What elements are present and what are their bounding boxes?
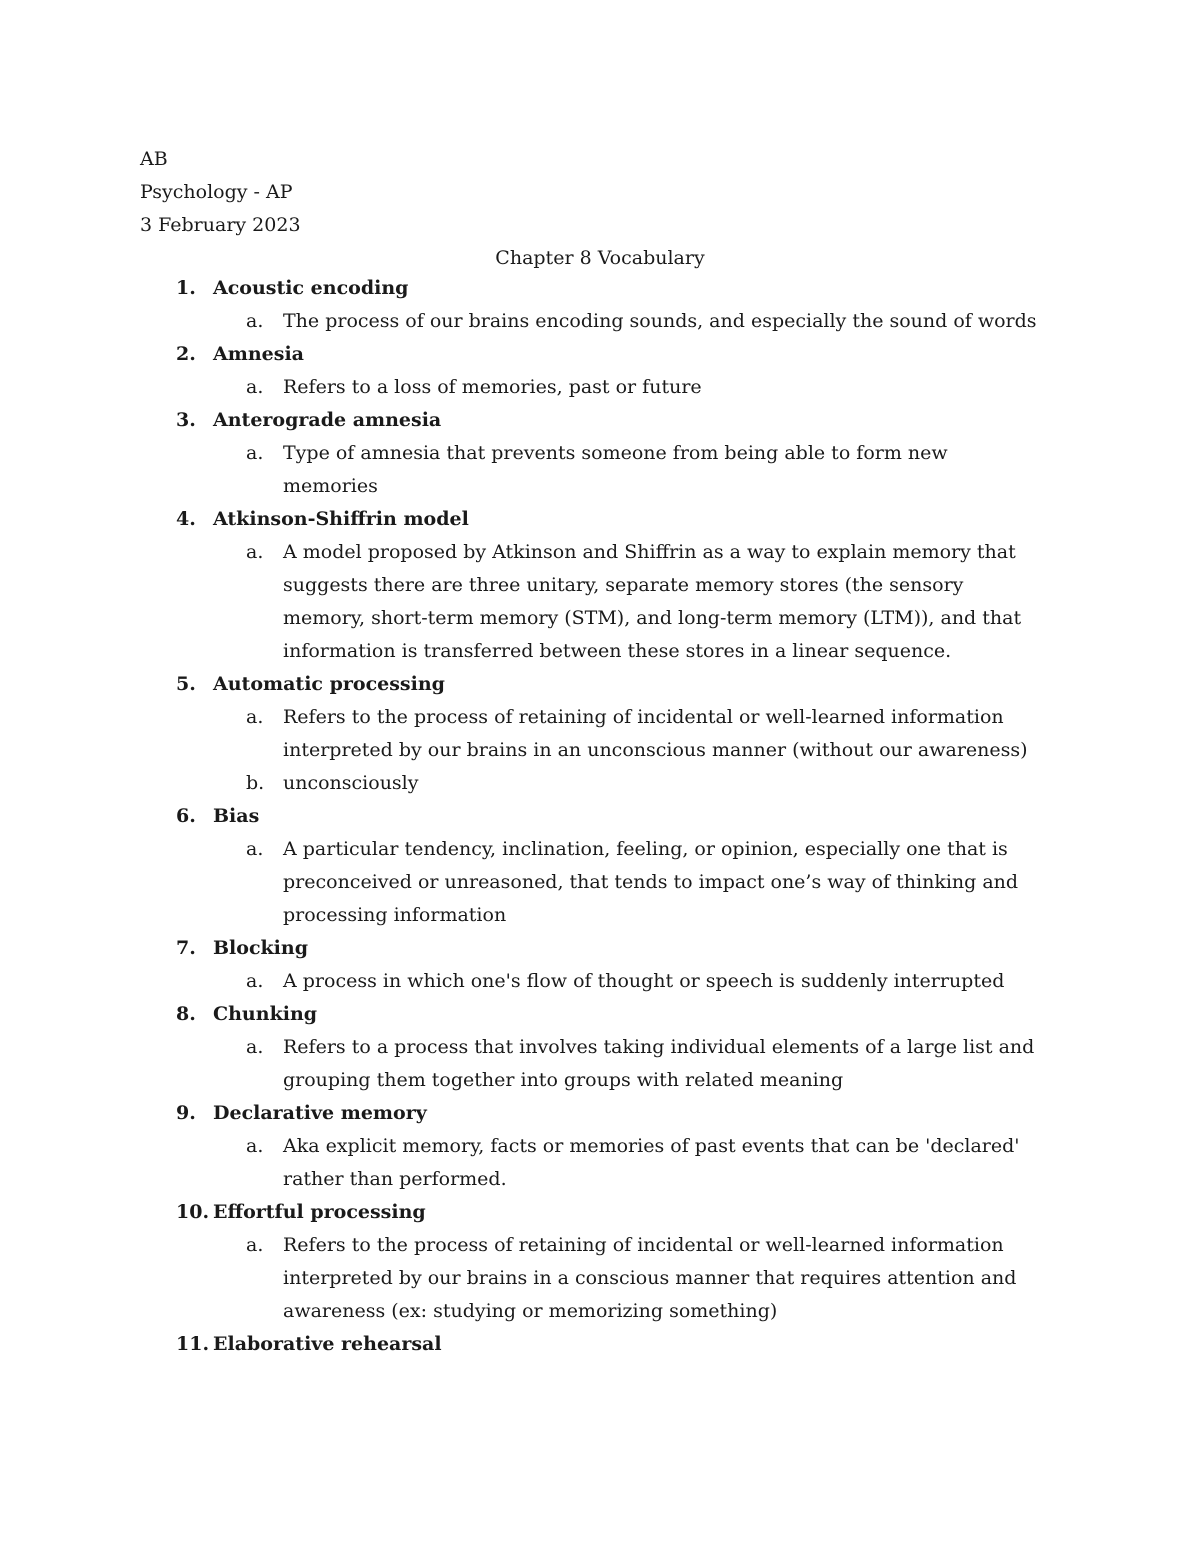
- document-title: Chapter 8 Vocabulary: [495, 247, 705, 269]
- definition-letter: a.: [246, 970, 264, 992]
- document-date: 3 February 2023: [140, 214, 301, 236]
- definition-list: [0, 1031, 1200, 1097]
- definition-list: [0, 305, 1200, 338]
- definition-text: A model proposed by Atkinson and Shiffrin as a way to explain memory that suggests there are three unitary, separate memory stores (the sensory memory, short-term memory (STM), and long-term memory (LTM)), and that information is transferred between these stores in a linear sequence.: [283, 541, 1022, 662]
- vocab-term-row: [0, 800, 1200, 833]
- vocab-term-item: [0, 272, 1200, 338]
- term-name: Automatic processing: [213, 673, 445, 695]
- term-number: 10.: [176, 1201, 210, 1223]
- definition-text: Refers to the process of retaining of incidental or well-learned information interpreted by our brains in an unconscious manner (without our awareness): [283, 706, 1028, 761]
- definition-list: [0, 701, 1200, 800]
- vocab-term-row: [0, 404, 1200, 437]
- term-number: 6.: [176, 805, 196, 827]
- vocab-term-row: [0, 338, 1200, 371]
- vocab-term-item: [0, 1328, 1200, 1361]
- definition-text: unconsciously: [283, 772, 419, 794]
- student-name: AB: [140, 148, 168, 170]
- definition-letter: a.: [246, 310, 264, 332]
- definition-letter: a.: [246, 838, 264, 860]
- definition-item: [0, 833, 1043, 932]
- definition-list: [0, 536, 1200, 668]
- definition-letter: a.: [246, 376, 264, 398]
- vocab-term-row: [0, 1328, 1200, 1361]
- definition-text: Refers to the process of retaining of incidental or well-learned information interpreted by our brains in a conscious manner that requires attention and awareness (ex: studying or memorizing something): [283, 1234, 1017, 1322]
- definition-letter: a.: [246, 1135, 264, 1157]
- definition-item: [0, 536, 1043, 668]
- definition-item: [0, 1130, 1043, 1196]
- definition-item: [0, 437, 1043, 503]
- definition-item: [0, 1229, 1043, 1328]
- definition-item: [0, 1031, 1043, 1097]
- vocab-term-item: [0, 338, 1200, 404]
- definition-letter: a.: [246, 541, 264, 563]
- term-number: 4.: [176, 508, 196, 530]
- vocabulary-list: [0, 272, 1200, 1361]
- definition-list: [0, 833, 1200, 932]
- vocab-term-item: [0, 998, 1200, 1097]
- term-number: 2.: [176, 343, 196, 365]
- definition-item: [0, 371, 1043, 404]
- definition-letter: a.: [246, 1036, 264, 1058]
- vocab-term-item: [0, 503, 1200, 668]
- term-name: Anterograde amnesia: [213, 409, 442, 431]
- term-number: 9.: [176, 1102, 196, 1124]
- definition-letter: a.: [246, 1234, 264, 1256]
- term-name: Declarative memory: [213, 1102, 427, 1124]
- term-name: Blocking: [213, 937, 308, 959]
- vocab-term-item: [0, 800, 1200, 932]
- term-name: Acoustic encoding: [213, 277, 409, 299]
- definition-letter: b.: [246, 772, 265, 794]
- vocab-term-row: [0, 1097, 1200, 1130]
- vocab-term-item: [0, 404, 1200, 503]
- vocab-term-row: [0, 503, 1200, 536]
- vocab-term-item: [0, 1097, 1200, 1196]
- definition-text: Refers to a process that involves taking individual elements of a large list and grouping them together into groups with related meaning: [283, 1036, 1035, 1091]
- definition-item: [0, 767, 1043, 800]
- vocab-term-item: [0, 668, 1200, 800]
- term-name: Elaborative rehearsal: [213, 1333, 442, 1355]
- vocab-term-row: [0, 998, 1200, 1031]
- term-name: Chunking: [213, 1003, 318, 1025]
- definition-text: Type of amnesia that prevents someone from being able to form new memories: [283, 442, 948, 497]
- vocab-term-row: [0, 668, 1200, 701]
- definition-text: A particular tendency, inclination, feeling, or opinion, especially one that is preconceived or unreasoned, that tends to impact one’s way of thinking and processing information: [283, 838, 1019, 926]
- definition-list: [0, 965, 1200, 998]
- term-number: 8.: [176, 1003, 196, 1025]
- term-name: Bias: [213, 805, 260, 827]
- term-name: Atkinson-Shiffrin model: [213, 508, 469, 530]
- definition-text: Aka explicit memory, facts or memories of past events that can be 'declared' rather than performed.: [283, 1135, 1020, 1190]
- definition-text: A process in which one's flow of thought or speech is suddenly interrupted: [283, 970, 1005, 992]
- vocab-term-item: [0, 1196, 1200, 1328]
- document-header: [140, 143, 301, 242]
- definition-list: [0, 1229, 1200, 1328]
- vocab-term-row: [0, 272, 1200, 305]
- term-name: Amnesia: [213, 343, 304, 365]
- term-number: 3.: [176, 409, 196, 431]
- vocab-term-row: [0, 1196, 1200, 1229]
- definition-letter: a.: [246, 706, 264, 728]
- term-number: 5.: [176, 673, 196, 695]
- vocab-term-row: [0, 932, 1200, 965]
- term-number: 1.: [176, 277, 196, 299]
- definition-letter: a.: [246, 442, 264, 464]
- definition-text: The process of our brains encoding sounds, and especially the sound of words: [283, 310, 1037, 332]
- definition-list: [0, 437, 1200, 503]
- definition-item: [0, 305, 1043, 338]
- definition-item: [0, 965, 1043, 998]
- vocab-term-item: [0, 932, 1200, 998]
- term-number: 7.: [176, 937, 196, 959]
- definition-item: [0, 701, 1043, 767]
- term-name: Effortful processing: [213, 1201, 426, 1223]
- course-name: Psychology - AP: [140, 181, 293, 203]
- definition-list: [0, 1130, 1200, 1196]
- definition-list: [0, 371, 1200, 404]
- definition-text: Refers to a loss of memories, past or future: [283, 376, 702, 398]
- term-number: 11.: [176, 1333, 210, 1355]
